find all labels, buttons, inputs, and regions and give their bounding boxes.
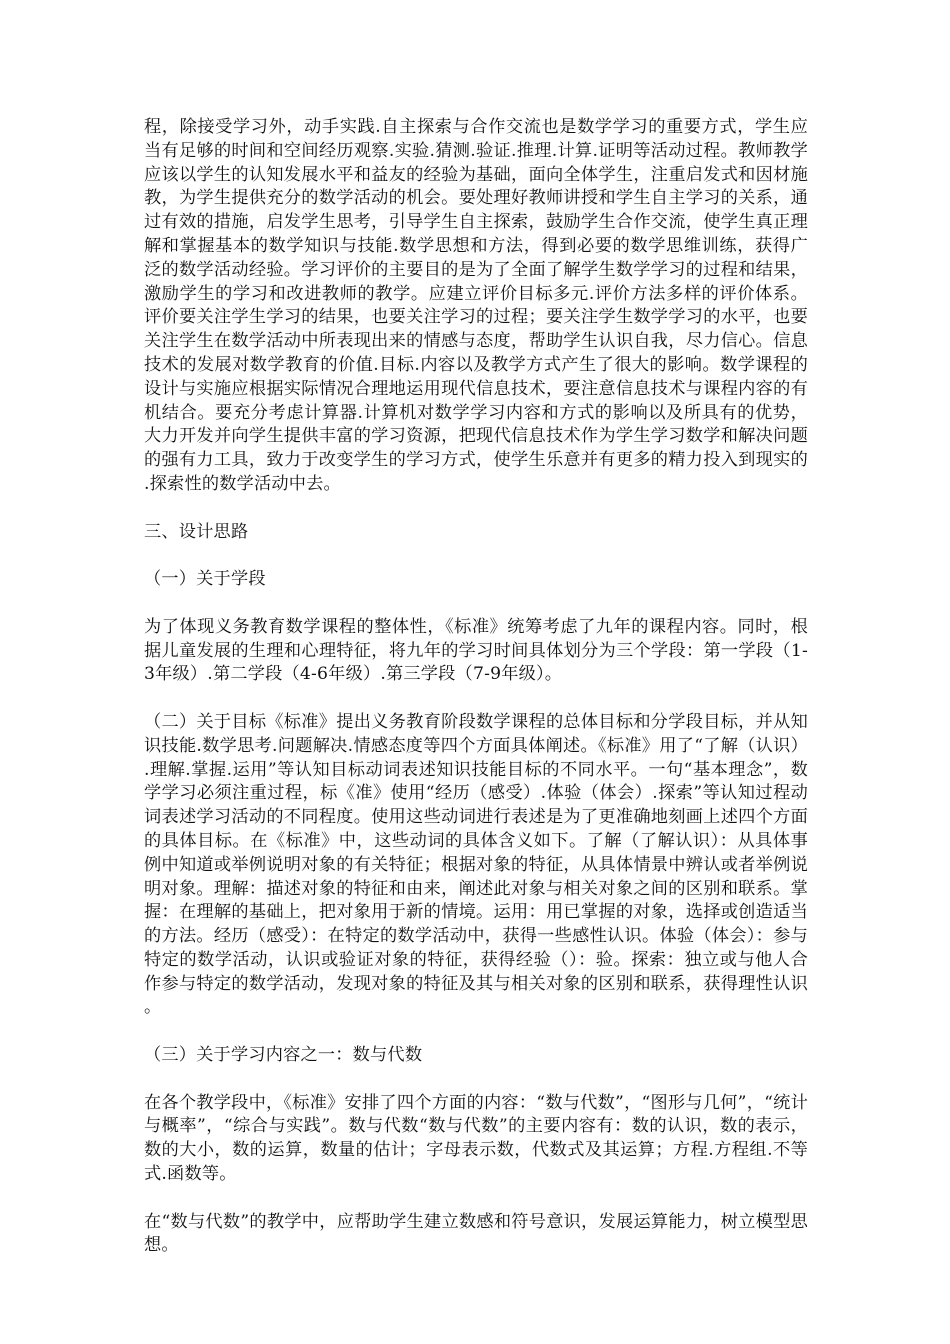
paragraph-objectives: （二）关于目标《标准》提出义务教育阶段数学课程的总体目标和分学段目标，并从知识技能.数学思考.问题解决.情感态度等四个方面具体阐述。《标准》用了“了解（认识）.理解.掌握.运用”等认知目标动词表述知识技能目标的不同水平。一句“基本理念”，数学学习必须注重过程，标《准》使用“经历（感受）.体验（体会）.探索”等认知过程动词表述学习活动的不同程度。使用这些动词进行表述是为了更准确地刻画上述四个方面的具体目标。在《标准》中，这些动词的具体含义如下。了解（了解认识）：从具体事例中知道或举例说明对象的有关特征；根据对象的特征，从具体情景中辨认或者举例说明对象。理解：描述对象的特征和由来，阐述此对象与相关对象之间的区别和联系。掌握：在理解的基础上，把对象用于新的情境。运用：用已掌握的对象，选择或创造适当的方法。经历（感受）：在特定的数学活动中，获得一些感性认识。体验（体会）：参与特定的数学活动，认识或验证对象的特征，获得经验（）：验。探索：独立或与他人合作参与特定的数学活动，发现对象的特征及其与相关对象的区别和联系，获得理性认识。 (144, 711, 808, 1018)
heading-about-stages: （一）关于学段 (144, 569, 266, 590)
heading-design-ideas: 三、设计思路 (144, 521, 249, 542)
paragraph-content-areas: 在各个教学段中，《标准》安排了四个方面的内容：“数与代数”，“图形与几何”，“统计与概率”，“综合与实践”。数与代数“数与代数”的主要内容有：数的认识，数的表示，数的大小，数的运算，数量的估计；字母表示数，代数式及其运算；方程.方程组.不等式.函数等。 (144, 1092, 808, 1185)
document-page (144, 116, 808, 1282)
paragraph-stages: 为了体现义务教育数学课程的整体性，《标准》统筹考虑了九年的课程内容。同时，根据儿童发展的生理和心理特征，将九年的学习时间具体划分为三个学段：第一学段（1-3年级）.第二学段（4-6年级）.第三学段（7-9年级）。 (144, 616, 808, 685)
paragraph-teaching-methods: 程，除接受学习外，动手实践.自主探索与合作交流也是数学学习的重要方式，学生应当有足够的时间和空间经历观察.实验.猜测.验证.推理.计算.证明等活动过程。教师教学应该以学生的认知发展水平和益友的经验为基础，面向全体学生，注重启发式和因材施教，为学生提供充分的数学活动的机会。要处理好教师讲授和学生自主学习的关系，通过有效的措施，启发学生思考，引导学生自主探索，鼓励学生合作交流，使学生真正理解和掌握基本的数学知识与技能.数学思想和方法，得到必要的数学思维训练，获得广泛的数学活动经验。学习评价的主要目的是为了全面了解学生数学学习的过程和结果，激励学生的学习和改进教师的教学。应建立评价目标多元.评价方法多样的评价体系。评价要关注学生学习的结果，也要关注学习的过程；要关注学生数学学习的水平，也要关注学生在数学活动中所表现出来的情感与态度，帮助学生认识自我，尽力信心。信息技术的发展对数学教育的价值.目标.内容以及教学方式产生了很大的影响。数学课程的设计与实施应根据实际情况合理地运用现代信息技术，要注意信息技术与课程内容的有机结合。要充分考虑计算器.计算机对数学学习内容和方式的影响以及所具有的优势，大力开发并向学生提供丰富的学习资源，把现代信息技术作为学生学习数学和解决问题的强有力工具，致力于改变学生的学习方式，使学生乐意并有更多的精力投入到现实的.探索性的数学活动中去。 (144, 117, 808, 494)
paragraph-number-sense: 在“数与代数”的教学中，应帮助学生建立数感和符号意识，发展运算能力，树立模型思想。 (144, 1211, 808, 1256)
heading-numbers-algebra: （三）关于学习内容之一：数与代数 (144, 1045, 423, 1066)
